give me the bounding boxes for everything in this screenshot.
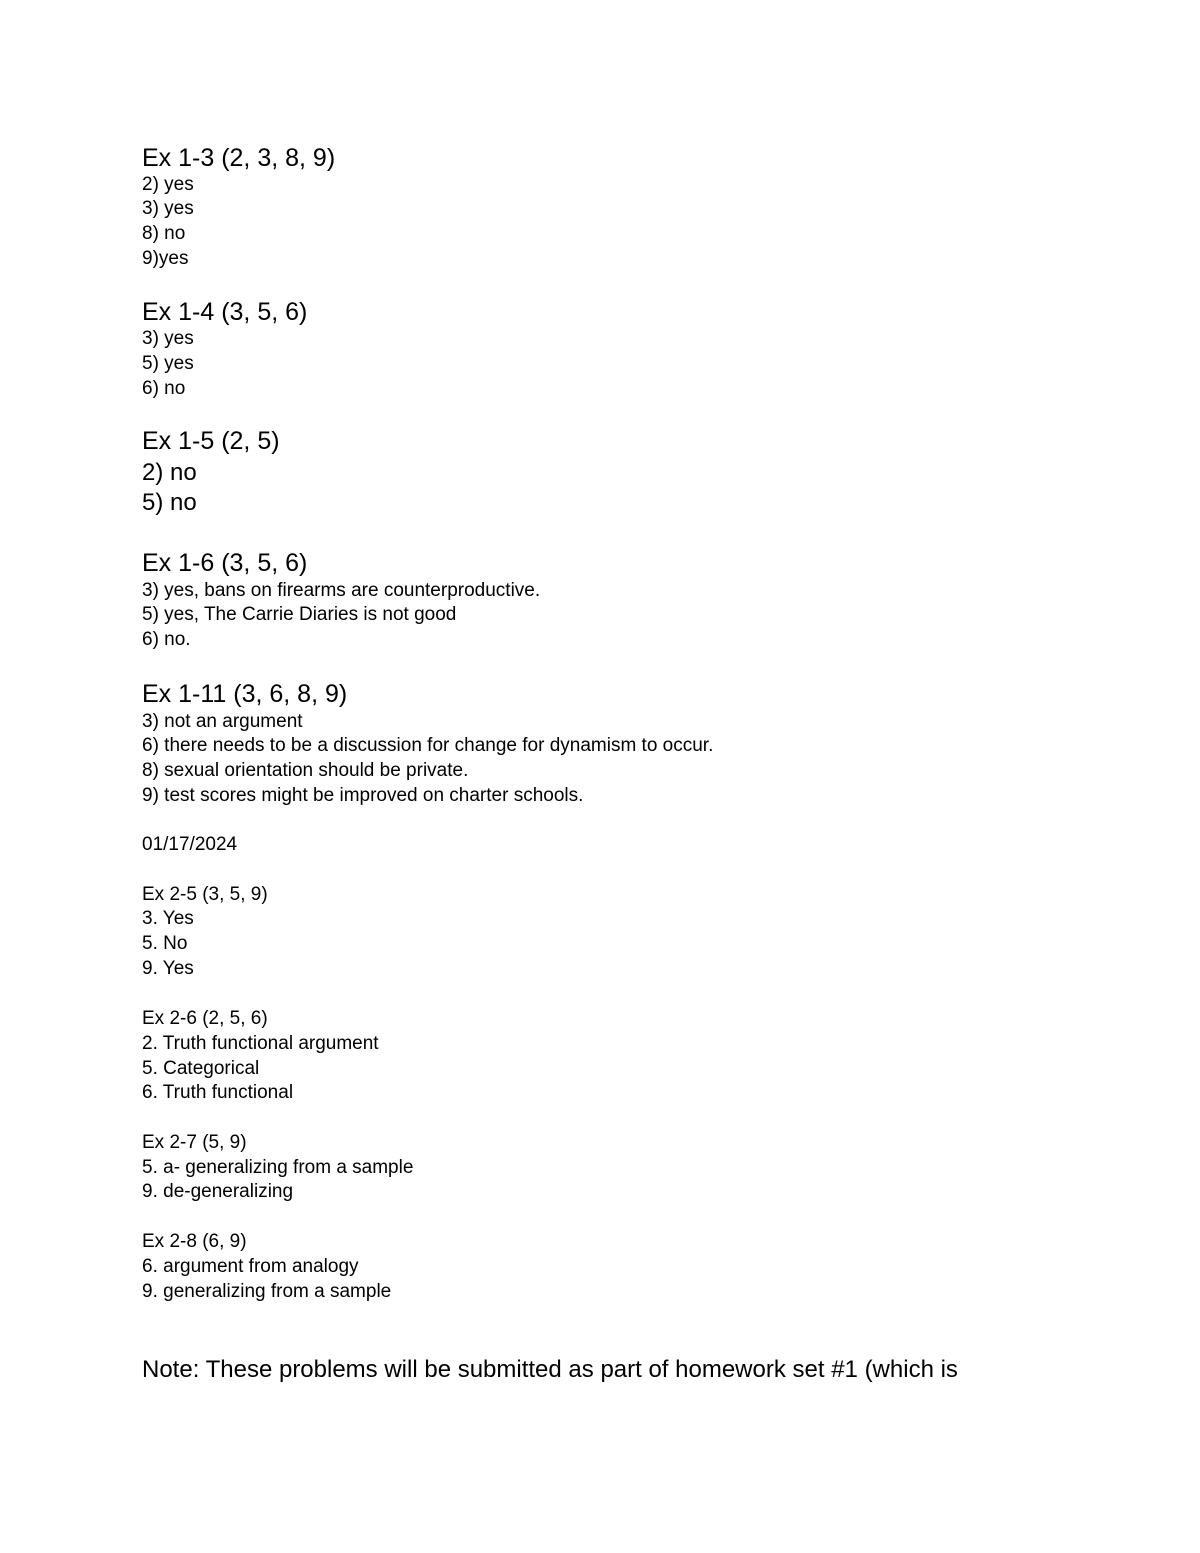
list-item: 6) no	[142, 378, 186, 399]
list-item: 2) no	[142, 459, 197, 486]
section-title: Ex 1-3 (2, 3, 8, 9)	[142, 144, 336, 172]
list-item: 9)yes	[142, 248, 189, 269]
list-item: 6) no.	[142, 629, 191, 650]
list-item: 8) no	[142, 223, 186, 244]
list-item: 9) test scores might be improved on charter schools.	[142, 785, 584, 806]
section-title: Ex 1-5 (2, 5)	[142, 427, 280, 455]
list-item: 8) sexual orientation should be private.	[142, 760, 469, 781]
section-title: Ex 1-11 (3, 6, 8, 9)	[142, 680, 348, 708]
list-item: 5) yes	[142, 353, 194, 374]
list-item: 6) there needs to be a discussion for change for dynamism to occur.	[142, 735, 714, 756]
list-item: 5. Categorical	[142, 1058, 260, 1079]
note-text: Note: These problems will be submitted as part of homework set #1 (which is	[142, 1356, 958, 1383]
list-item: 9. Yes	[142, 958, 194, 979]
list-item: 9. generalizing from a sample	[142, 1281, 392, 1302]
list-item: 2) yes	[142, 174, 194, 195]
list-item: 3) yes, bans on firearms are counterproductive.	[142, 580, 541, 601]
section-title: Ex 2-5 (3, 5, 9)	[142, 884, 268, 905]
list-item: 2. Truth functional argument	[142, 1033, 379, 1054]
section-title: Ex 2-7 (5, 9)	[142, 1132, 247, 1153]
date-heading: 01/17/2024	[142, 834, 238, 855]
section-title: Ex 2-6 (2, 5, 6)	[142, 1008, 268, 1029]
list-item: 6. argument from analogy	[142, 1256, 359, 1277]
list-item: 6. Truth functional	[142, 1082, 294, 1103]
list-item: 9. de-generalizing	[142, 1181, 294, 1202]
list-item: 3. Yes	[142, 908, 194, 929]
list-item: 5) yes, The Carrie Diaries is not good	[142, 604, 457, 625]
list-item: 5. No	[142, 933, 188, 954]
list-item: 5) no	[142, 489, 197, 516]
list-item: 3) yes	[142, 328, 194, 349]
section-title: Ex 2-8 (6, 9)	[142, 1231, 247, 1252]
list-item: 5. a- generalizing from a sample	[142, 1157, 414, 1178]
list-item: 3) yes	[142, 198, 194, 219]
section-title: Ex 1-6 (3, 5, 6)	[142, 549, 308, 577]
list-item: 3) not an argument	[142, 711, 303, 732]
section-title: Ex 1-4 (3, 5, 6)	[142, 298, 308, 326]
